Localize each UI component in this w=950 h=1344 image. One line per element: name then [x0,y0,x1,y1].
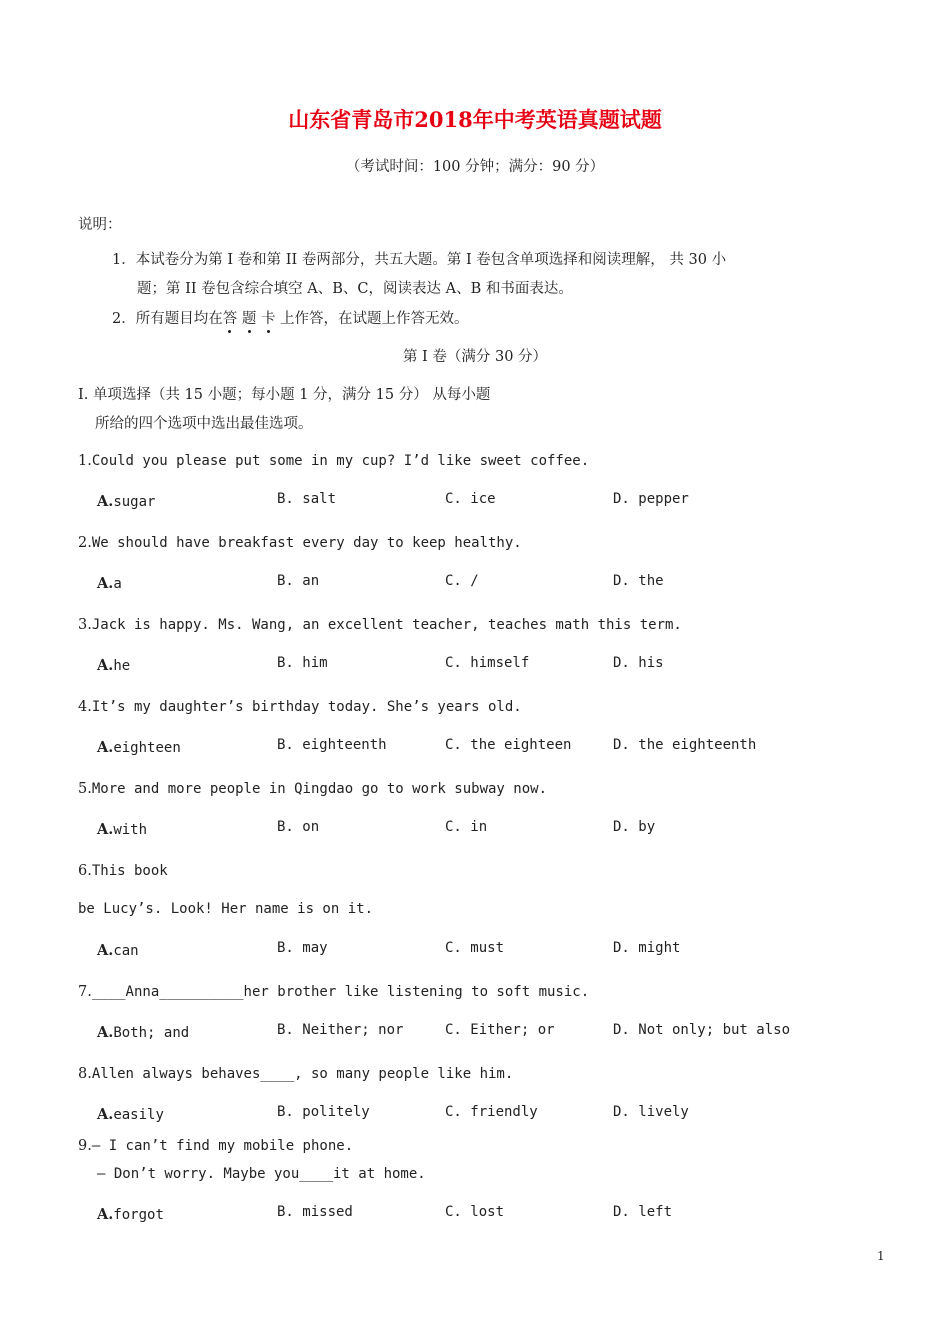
q7-option-a[interactable] [97,1022,189,1041]
q5-option-c[interactable]: C. in [445,819,488,835]
option-key: A. [97,1106,114,1123]
q6-option-a[interactable] [97,940,139,959]
page-title: 山东省青岛市2018年中考英语真题试题 [288,107,662,132]
q7-option-d[interactable]: D. Not only; but also [613,1022,791,1038]
question-number: 1. [78,453,92,469]
question-2 [78,532,522,551]
question-9 [78,1135,353,1154]
q9-option-c[interactable]: C. lost [445,1204,505,1220]
emphasis-char-1: 答 [222,311,238,327]
q8-option-d[interactable]: D. lively [613,1104,689,1120]
option-text: he [113,658,131,674]
question-number: 5. [78,781,92,797]
instruction-item-2-post: 上作答，在试题上作答无效。 [280,311,469,327]
question-text: More and more people in Qingdao go to work subway now. [91,781,547,797]
option-text: sugar [113,494,156,510]
option-text: with [113,822,148,838]
q4-option-b[interactable]: B. eighteenth [277,737,387,753]
q7-option-c[interactable]: C. Either; or [445,1022,555,1038]
q3-option-a[interactable] [97,655,130,674]
option-key: A. [97,1206,114,1223]
question-text: Could you please put some in my cup? I’d like sweet coffee. [91,453,590,469]
q5-option-a[interactable] [97,819,147,838]
q4-option-d[interactable]: D. the eighteenth [613,737,757,753]
option-text: easily [113,1107,164,1123]
question-5 [78,778,547,797]
question-text: — I can’t find my mobile phone. [91,1138,354,1154]
page-number: 1 [877,1249,885,1263]
question-text: Allen always behaves____, so many people like him. [91,1066,514,1082]
question-text: This book [91,863,168,879]
exam-subtitle: （考试时间：100 分钟；满分：90 分） [345,159,605,175]
option-text: forgot [113,1207,164,1223]
question-7 [78,981,589,1000]
q1-option-c[interactable]: C. ice [445,491,496,507]
q5-option-b[interactable]: B. on [277,819,320,835]
question-number: 8. [78,1066,92,1082]
q7-option-b[interactable]: B. Neither; nor [277,1022,404,1038]
option-key: A. [97,821,114,838]
q2-option-a[interactable] [97,573,122,592]
q2-option-c[interactable]: C. / [445,573,479,589]
question-6-continued: be Lucy’s. Look! Her name is on it. [78,901,374,917]
q8-option-a[interactable] [97,1104,164,1123]
question-8 [78,1063,513,1082]
question-number: 7. [78,984,92,1000]
question-number: 9. [78,1138,92,1154]
question-text: We should have breakfast every day to keep healthy. [91,535,522,551]
question-text: Jack is happy. Ms. Wang, an excellent teacher, teaches math this term. [91,617,682,633]
option-key: A. [97,942,114,959]
question-number: 6. [78,863,92,879]
instruction-item-2 [112,307,469,328]
q4-option-c[interactable]: C. the eighteen [445,737,572,753]
q4-option-a[interactable] [97,737,181,756]
section-1-subheading: 所给的四个选项中选出最佳选项。 [95,416,313,432]
question-text: It’s my daughter’s birthday today. She’s years old. [91,699,522,715]
instructions-heading: 说明： [78,217,122,233]
q9-option-d[interactable]: D. left [613,1204,673,1220]
q3-option-b[interactable]: B. him [277,655,328,671]
question-number: 2. [78,535,92,551]
option-text: eighteen [113,740,181,756]
q6-option-b[interactable]: B. may [277,940,328,956]
q1-option-a[interactable] [97,491,155,510]
instruction-item-1-line-1: 1．本试卷分为第 I 卷和第 II 卷两部分，共五大题。第 I 卷包含单项选择和阅读理解， 共 30 小 [112,252,727,268]
q2-option-b[interactable]: B. an [277,573,320,589]
question-9-reply: — Don’t worry. Maybe you____it at home. [97,1166,426,1182]
q2-option-d[interactable]: D. the [613,573,664,589]
part-1-heading: 第 I 卷（满分 30 分） [402,349,548,365]
q1-option-b[interactable]: B. salt [277,491,337,507]
q6-option-d[interactable]: D. might [613,940,681,956]
q8-option-b[interactable]: B. politely [277,1104,370,1120]
question-text: ____Anna__________her brother like listening to soft music. [91,984,590,1000]
q6-option-c[interactable]: C. must [445,940,505,956]
option-key: A. [97,739,114,756]
option-key: A. [97,493,114,510]
q5-option-d[interactable]: D. by [613,819,656,835]
question-6 [78,860,168,879]
question-4 [78,696,522,715]
option-key: A. [97,657,114,674]
q9-option-a[interactable] [97,1204,164,1223]
option-text: Both; and [113,1025,190,1041]
emphasis-char-2: 题 [241,311,257,327]
q8-option-c[interactable]: C. friendly [445,1104,538,1120]
option-key: A. [97,575,114,592]
instruction-item-1-line-2: 题；第 II 卷包含综合填空 A、B、C，阅读表达 A、B 和书面表达。 [137,281,573,297]
instruction-item-2-pre: 2．所有题目均在 [112,311,223,327]
q3-option-d[interactable]: D. his [613,655,664,671]
question-3 [78,614,682,633]
emphasis-char-3: 卡 [260,311,276,327]
option-key: A. [97,1024,114,1041]
option-text: a [113,576,122,592]
q3-option-c[interactable]: C. himself [445,655,530,671]
section-1-heading: I. 单项选择（共 15 小题；每小题 1 分，满分 15 分） 从每小题 [78,387,491,403]
q1-option-d[interactable]: D. pepper [613,491,689,507]
question-1 [78,450,589,469]
q9-option-b[interactable]: B. missed [277,1204,353,1220]
question-number: 4. [78,699,92,715]
question-number: 3. [78,617,92,633]
option-text: can [113,943,139,959]
